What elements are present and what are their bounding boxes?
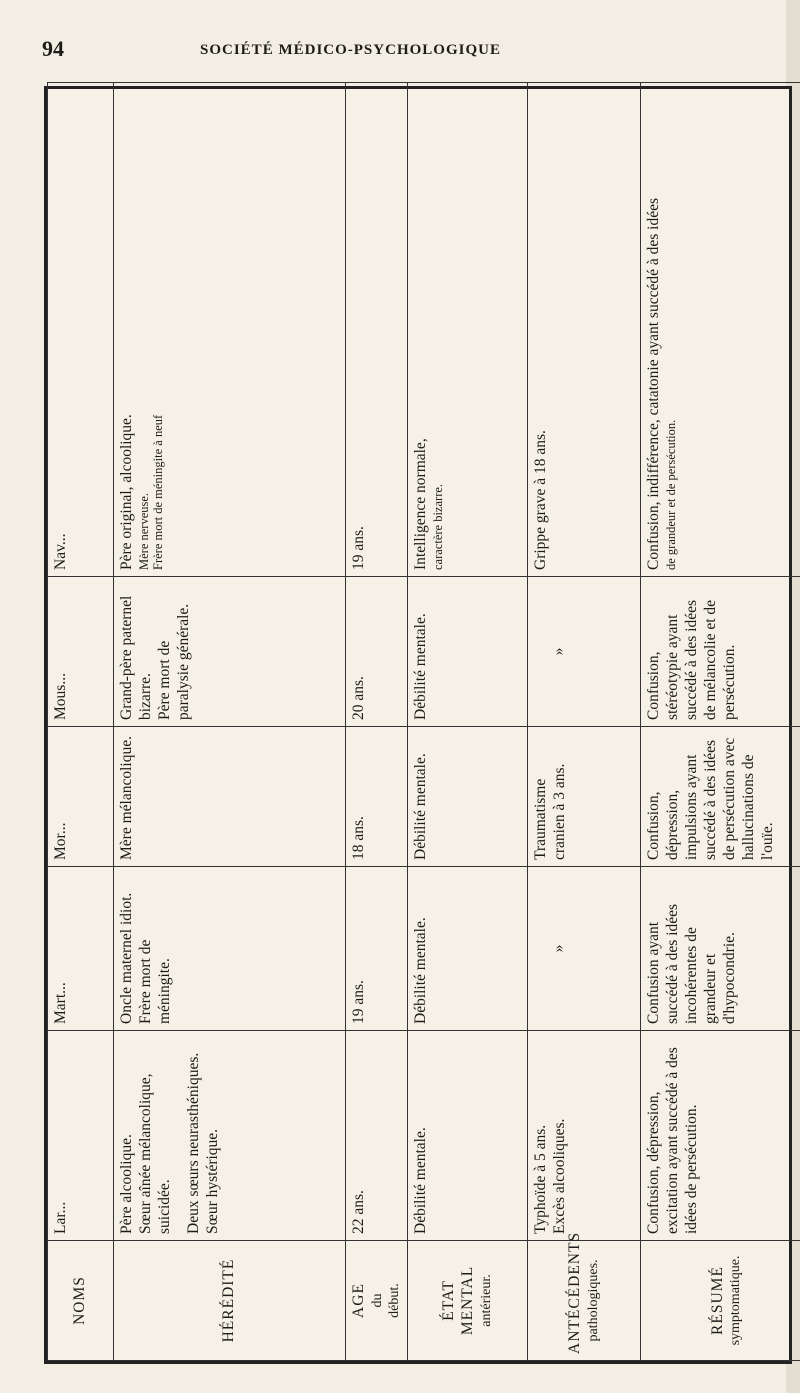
- cell-text: Sœur aînée mélancolique, suicidée.: [136, 1073, 173, 1234]
- spacer: [175, 1037, 185, 1234]
- cell-text: Frère mort de méningite.: [136, 939, 173, 1024]
- cell-noms: [48, 1031, 114, 1241]
- running-title: SOCIÉTÉ MÉDICO-PSYCHOLOGIQUE: [200, 42, 501, 58]
- column-header-antecedents: [528, 1231, 641, 1361]
- page-header: [0, 30, 800, 70]
- cell-text: Excès alcooliques.: [550, 1118, 568, 1234]
- field-row-heredite: [114, 83, 346, 1361]
- column-header-text: antérieur.: [478, 1274, 494, 1327]
- column-header-text: ANTÉCÉDENTS: [566, 1231, 584, 1354]
- cell-text: »: [550, 944, 568, 953]
- cell-text: 19 ans.: [350, 980, 367, 1024]
- cell-resume: [641, 867, 800, 1031]
- cell-text: Père mort de paralysie générale.: [155, 603, 192, 720]
- column-header-resume: [641, 1241, 800, 1361]
- cell-age: [346, 727, 408, 867]
- cell-text: Confusion, dépression, impulsions ayant succédé à des idées de persécution avec hallucinations de l'ouïe.: [645, 737, 776, 860]
- column-header-text: symptomatique.: [728, 1255, 744, 1346]
- cell-text: Oncle maternel idiot.: [118, 892, 135, 1024]
- cell-text: Deux sœurs neurasthéniques.: [184, 1052, 202, 1234]
- column-header-text: AGE: [350, 1283, 367, 1318]
- cell-text: »: [550, 647, 568, 656]
- cell-text: Père original, alcoolique.: [118, 414, 135, 570]
- column-header-text: du: [369, 1293, 385, 1308]
- clinical-table: [47, 82, 800, 1361]
- cell-text: Grand-père paternel bizarre.: [118, 595, 154, 720]
- cell-resume: [641, 577, 800, 727]
- cell-age: [346, 83, 408, 577]
- cell-text: Débilité mentale.: [412, 613, 430, 720]
- column-header-text: HÉRÉDITÉ: [220, 1258, 238, 1343]
- cell-heredite: [114, 83, 346, 577]
- cell-text: Sœur hystérique.: [203, 1128, 221, 1234]
- column-header-text: ÉTAT MENTAL: [440, 1265, 477, 1336]
- cell-resume: [641, 1031, 800, 1241]
- cell-resume: [641, 727, 800, 867]
- cell-age: [346, 1031, 408, 1241]
- cell-text: caractère bizarre.: [430, 483, 445, 570]
- column-header-text: début.: [386, 1283, 402, 1318]
- cell-noms: [48, 577, 114, 727]
- field-row-age: [346, 83, 408, 1361]
- rotated-table: [47, 83, 795, 1361]
- patient-name: Mart...: [52, 982, 69, 1024]
- cell-text: Confusion, dépression, excitation ayant succédé à des idées de persécution.: [645, 1047, 700, 1234]
- patient-name: Lar...: [52, 1201, 69, 1234]
- cell-antecedents: [528, 577, 641, 727]
- cell-antecedents: [528, 727, 641, 867]
- cell-text: 22 ans.: [350, 1190, 367, 1234]
- cell-text: Débilité mentale.: [412, 1127, 430, 1234]
- cell-text: Débilité mentale.: [412, 753, 430, 860]
- column-header-text: pathologiques.: [585, 1259, 601, 1342]
- cell-heredite: [114, 577, 346, 727]
- cell-etat: [408, 83, 528, 577]
- cell-text: Mère nerveuse.: [136, 492, 151, 570]
- cell-noms: [48, 83, 114, 577]
- cell-noms: [48, 727, 114, 867]
- cell-age: [346, 577, 408, 727]
- cell-antecedents: [528, 83, 641, 577]
- cell-text: 18 ans.: [350, 816, 367, 860]
- rotated-table-frame: [44, 86, 792, 1364]
- cell-heredite: [114, 867, 346, 1031]
- column-header-noms: [48, 1241, 114, 1361]
- column-header-age: [346, 1241, 408, 1361]
- field-row-resume: [641, 83, 800, 1361]
- cell-etat: [408, 867, 528, 1031]
- cell-text: Débilité mentale.: [412, 917, 430, 1024]
- cell-text: 20 ans.: [350, 676, 367, 720]
- cell-etat: [408, 577, 528, 727]
- cell-noms: [48, 867, 114, 1031]
- cell-resume: [641, 83, 800, 577]
- cell-text: Intelligence normale,: [412, 438, 430, 570]
- column-header-etat: [408, 1241, 528, 1361]
- field-row-etat: [408, 83, 528, 1361]
- cell-age: [346, 867, 408, 1031]
- cell-text: Mère mélancolique.: [118, 736, 135, 860]
- cell-etat: [408, 727, 528, 867]
- cell-antecedents: [528, 867, 641, 1031]
- column-header-text: NOMS: [71, 1276, 89, 1325]
- column-header-text: RÉSUMÉ: [708, 1266, 726, 1335]
- column-header-heredite: [114, 1241, 346, 1361]
- patient-name: Nav...: [52, 533, 69, 570]
- field-row-antecedents: [528, 83, 641, 1361]
- cell-etat: [408, 1031, 528, 1241]
- patient-name: Mous...: [52, 673, 69, 720]
- cell-text: Frère mort de méningite à neuf: [151, 414, 166, 570]
- cell-text: de grandeur et de persécution.: [663, 419, 678, 570]
- cell-text: Confusion, stéréotypie ayant succédé à des idées de mélancolie et de persécution.: [645, 599, 738, 720]
- cell-text: Père alcoolique.: [118, 1134, 135, 1234]
- field-row-noms: [48, 83, 114, 1361]
- cell-text: Traumatisme cranien à 3 ans.: [532, 763, 568, 860]
- cell-text: Confusion ayant succédé à des idées incohérentes de grandeur et d'hypocondrie.: [645, 903, 738, 1024]
- cell-text: Grippe grave à 18 ans.: [532, 430, 550, 570]
- patient-name: Mor...: [52, 822, 69, 860]
- cell-antecedents: [528, 1031, 641, 1241]
- cell-heredite: [114, 727, 346, 867]
- cell-heredite: [114, 1031, 346, 1241]
- page-number: 94: [42, 36, 64, 61]
- cell-text: 19 ans.: [350, 526, 367, 570]
- cell-text: Typhoïde à 5 ans.: [532, 1124, 550, 1234]
- cell-text: Confusion, indifférence, catatonie ayant succédé à des idées: [645, 198, 663, 570]
